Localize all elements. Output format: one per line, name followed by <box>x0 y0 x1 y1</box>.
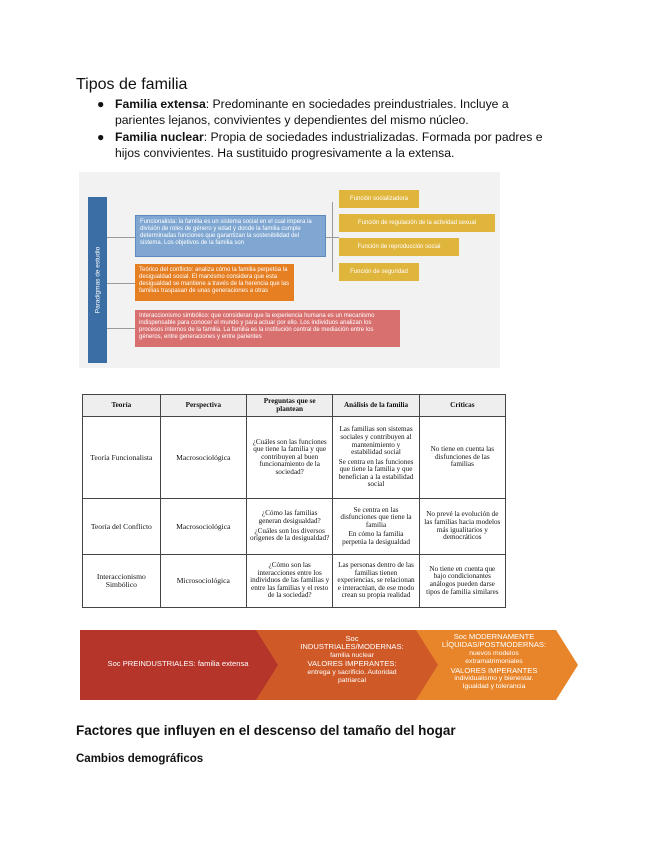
list-item <box>76 97 556 128</box>
header-criticas: Críticas <box>419 395 505 417</box>
table-row <box>83 499 506 554</box>
cell-perspectiva: Microsociológica <box>160 554 246 607</box>
funcion-socializadora-box: Función socializadora <box>339 190 419 208</box>
header-analisis: Análisis de la familia <box>333 395 419 417</box>
arrow-text-line: extramatrimoniales <box>465 658 523 666</box>
cell-criticas: No prevé la evolución de las familias hacia modelos más igualitarios y democráticos <box>419 499 505 554</box>
analisis-text: Las familias son sistemas sociales y contribuyen al mantenimiento y estabilidad social <box>339 425 413 457</box>
bullet-icon: ● <box>97 97 105 111</box>
arrow-text-line: entrega y sacrificio. Autoridad <box>307 668 397 676</box>
cell-analisis <box>333 417 419 499</box>
funcion-regulacion-box: Función de regulación de la actividad sexual <box>339 214 495 232</box>
cell-teoria: Teoría Funcionalista <box>83 417 161 499</box>
arrow-text-line: individualismo y bienestar. <box>454 675 534 683</box>
cell-perspectiva: Macrosociológica <box>160 499 246 554</box>
definition-familia-extensa: : Predominante en sociedades preindustriales. Incluye a parientes lejanos, convivientes y dependientes del mismo núcleo. <box>115 97 509 127</box>
connector-line <box>107 328 135 329</box>
paradigms-bar <box>88 197 107 363</box>
cell-criticas: No tiene en cuenta que bajo condicionantes análogos pueden darse tipos de familia similares <box>419 554 505 607</box>
cell-preguntas <box>247 417 333 499</box>
connector-line <box>107 237 135 238</box>
arrow-text-line: Soc MODERNAMENTE <box>453 632 535 641</box>
definition-familia-nuclear: : Propia de sociedades industrializadas. Formada por padres e hijos convivientes. Ha sustituido progresivamente a la extensa. <box>115 130 543 160</box>
arrow-text-line: Igualdad y tolerancia <box>462 683 526 691</box>
bullet-icon: ● <box>97 130 105 144</box>
interaccionismo-box: Interaccionismo simbólico: que consideran que la experiencia humana es un mecanismo indispensable para conocer el mundo y para actuar por ello. Los individuos analizan los procesos internos de la familia. La familia es la institución central de mediación entre los géneros, entre generaciones y entre parientes <box>135 310 400 347</box>
term-familia-nuclear: Familia nuclear <box>115 130 204 144</box>
cell-analisis <box>333 554 419 607</box>
pregunta-text: ¿Cómo las familias generan desigualdad? <box>258 509 321 526</box>
conflicto-box: Teórico del conflicto: analiza cómo la familia perpetúa la desigualdad social. El marxismo considera que esta desigualdad se mantiene a través de la herencia que las familias traspasan de unas generaciones a otras <box>135 264 294 301</box>
funcionalismo-box: Funcionalista: la familia es un sistema social en el cual impera la división de roles de género y edad y donde la familia cumple determinadas funciones que garantizan la sostenibilidad del sistema. Los objetivos de la familia son <box>135 215 326 257</box>
header-preguntas: Preguntas que se plantean <box>247 395 333 417</box>
arrow-text-line: Soc <box>345 634 359 643</box>
funcion-reproduccion-box: Función de reproducción social <box>339 238 459 256</box>
cell-preguntas <box>247 554 333 607</box>
analisis-text: Se centra en las funciones que tiene la familia y que benefician a la estabilidad social <box>338 457 414 489</box>
section-title: Tipos de familia <box>76 76 188 93</box>
table-row <box>83 417 506 499</box>
arrow-text-line: INDUSTRIALES/MODERNAS: <box>300 642 404 652</box>
arrow-text-line: LÍQUIDAS/POSTMODERNAS: <box>441 640 547 650</box>
connector-line <box>332 202 333 272</box>
pregunta-text: ¿Cómo son las interacciones entre los individuos de las familias y entre las familias y el resto de la sociedad? <box>250 560 330 600</box>
list-item <box>76 130 556 161</box>
evolution-arrows <box>80 630 578 700</box>
arrow-preindustriales-label: Soc PREINDUSTRIALES: familia extensa <box>107 659 249 668</box>
arrow-text-line: familia nuclear <box>330 651 374 659</box>
paradigms-bar-label: Paradigmas de estudio <box>94 246 101 314</box>
table-row <box>83 554 506 607</box>
pregunta-text: ¿Cuáles son los diversos orígenes de la desigualdad? <box>250 526 330 543</box>
pregunta-text: ¿Cuáles son las funciones que tiene la familia y que contribuyen al buen funcionamiento de la sociedad? <box>252 437 327 477</box>
term-familia-extensa: Familia extensa <box>115 97 206 111</box>
header-teoria: Teoría <box>83 395 161 417</box>
analisis-text: Se centra en las disfunciones que tiene la familia <box>340 505 412 529</box>
cell-perspectiva: Macrosociológica <box>160 417 246 499</box>
analisis-text: En cómo la familia perpetúa la desigualdad <box>342 530 410 547</box>
cell-criticas: No tiene en cuenta las disfunciones de las familias <box>419 417 505 499</box>
table-header-row <box>83 395 506 417</box>
arrow-text-line: VALORES IMPERANTES: <box>307 659 397 669</box>
cell-teoria: Teoría del Conflicto <box>83 499 161 554</box>
arrow-liquidas-label <box>432 633 556 692</box>
factores-heading: Factores que influyen en el descenso del tamaño del hogar <box>76 723 456 738</box>
cell-teoria: Interaccionismo Simbólico <box>83 554 161 607</box>
family-types-list <box>76 97 556 163</box>
theories-table <box>82 394 506 608</box>
arrow-text-line: patriarcal <box>338 677 366 685</box>
cell-analisis <box>333 499 419 554</box>
funcion-seguridad-box: Función de seguridad <box>339 263 419 281</box>
cambios-heading: Cambios demográficos <box>76 753 204 765</box>
cell-preguntas <box>247 499 333 554</box>
connector-line <box>107 283 135 284</box>
arrow-text-line: nuevos modelos <box>469 649 519 657</box>
header-perspectiva: Perspectiva <box>160 395 246 417</box>
analisis-text: Las personas dentro de las familias tienen experiencias, se relacionan e interactúan, de ese modo crean su propia realidad <box>337 560 415 600</box>
arrow-text-line: VALORES IMPERANTES <box>450 665 538 675</box>
paradigms-diagram <box>79 172 500 368</box>
arrow-industriales-label <box>274 635 430 685</box>
